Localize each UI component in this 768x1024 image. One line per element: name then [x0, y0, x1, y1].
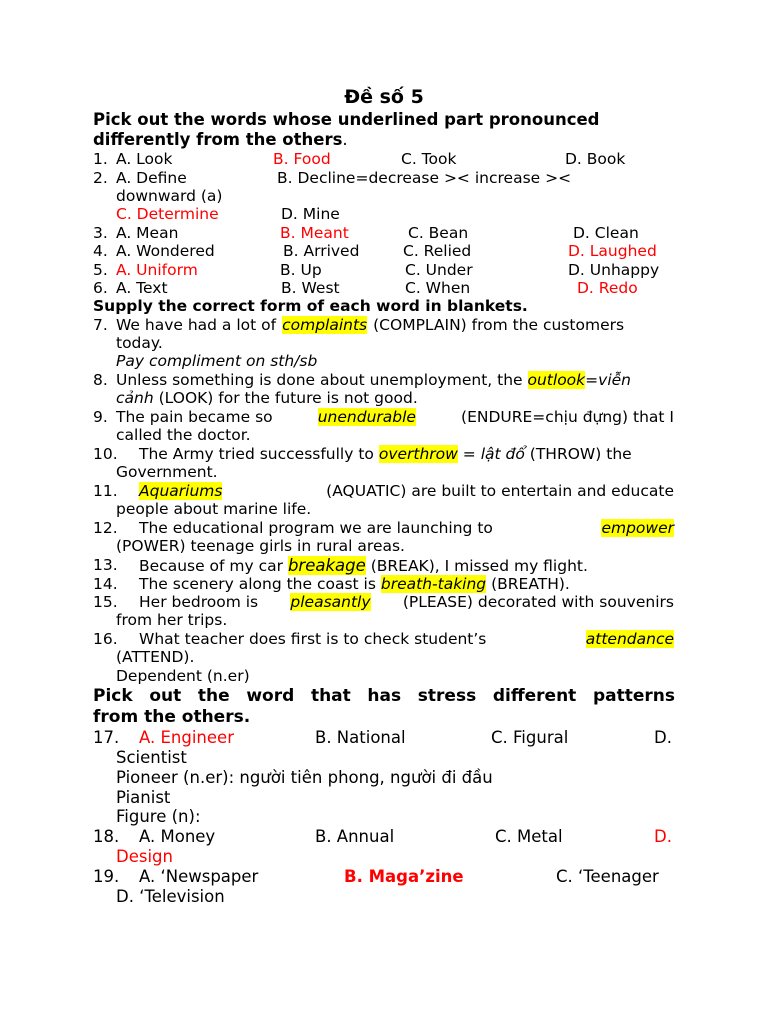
- option-d: D. Clean: [573, 224, 639, 242]
- question-number: 12.: [93, 519, 118, 537]
- answer-highlight: outlook: [527, 371, 586, 389]
- answer-highlight: overthrow: [378, 445, 458, 463]
- question-line: [116, 371, 631, 389]
- question-number: 6.: [93, 279, 108, 297]
- question-text-line2: people about marine life.: [116, 500, 312, 518]
- question-text-cont: (PLEASE) decorated with souvenirs: [402, 593, 674, 611]
- answer-highlight: Aquariums: [139, 482, 223, 500]
- answer-highlight: unendurable: [317, 408, 416, 426]
- gloss-text: lật đổ: [480, 445, 525, 463]
- note-text: Pioneer (n.er): người tiên phong, người đi đầu: [116, 768, 493, 787]
- question-text: (AQUATIC) are built to entertain and educate: [326, 482, 674, 500]
- question-text: Because of my car: [139, 557, 284, 575]
- option-c: C. When: [405, 279, 471, 297]
- option-a: A. Define: [116, 169, 187, 187]
- question-text-line2: (POWER) teenage girls in rural areas.: [116, 537, 405, 555]
- equals-sign: =: [585, 371, 599, 389]
- option-c: C. Metal: [495, 827, 563, 846]
- question-line: [139, 575, 570, 593]
- question-text: We have had a lot of: [116, 316, 277, 334]
- question-number: 7.: [93, 316, 108, 334]
- question-number: 14.: [93, 575, 118, 593]
- question-number: 13.: [93, 556, 118, 574]
- question-number: 2.: [93, 169, 108, 187]
- option-b: B. Decline=decrease >< increase ><: [277, 169, 572, 187]
- option-a-answer: A. Uniform: [116, 261, 198, 279]
- option-d-answer: D. Redo: [577, 279, 638, 297]
- option-d-text: Design: [116, 847, 173, 866]
- question-number: 5.: [93, 261, 108, 279]
- question-line2: [116, 389, 418, 407]
- question-number: 11.: [93, 482, 118, 500]
- option-d: D. ‘Television: [116, 887, 225, 906]
- section3-heading-line1: Pick out the word that has stress different patterns: [93, 686, 675, 706]
- question-text-cont: (THROW) the: [529, 445, 632, 463]
- question-text-line2: today.: [116, 334, 163, 352]
- question-text: The scenery along the coast is: [139, 575, 376, 593]
- option-b-answer: B. Maga’zine: [344, 867, 464, 886]
- question-text-cont: (LOOK) for the future is not good.: [158, 389, 418, 407]
- option-a: A. Money: [139, 827, 216, 846]
- question-number: 18.: [93, 827, 120, 846]
- answer-highlight: complaints: [282, 316, 368, 334]
- question-text: Unless something is done about unemployment, the: [116, 371, 523, 389]
- option-b: B. Arrived: [283, 242, 360, 260]
- option-b: B. West: [281, 279, 340, 297]
- option-b-answer: B. Food: [273, 150, 331, 168]
- option-c: C. Relied: [403, 242, 472, 260]
- option-d-answer: D.: [654, 827, 672, 846]
- option-b: B. National: [315, 728, 406, 747]
- question-number: 17.: [93, 728, 120, 747]
- question-text-cont: (COMPLAIN) from the customers: [373, 316, 625, 334]
- question-number: 10.: [93, 445, 118, 463]
- question-text-line2: (ATTEND).: [116, 648, 195, 666]
- question-text-line2: Government.: [116, 463, 218, 481]
- question-text: The Army tried successfully to: [139, 445, 374, 463]
- option-d: D. Mine: [281, 205, 340, 223]
- option-b-answer: B. Meant: [280, 224, 349, 242]
- option-d: D. Book: [565, 150, 626, 168]
- question-number: 1.: [93, 150, 108, 168]
- option-a: A. Text: [116, 279, 168, 297]
- answer-highlight: breath-taking: [380, 575, 487, 593]
- equals-sign: =: [462, 445, 476, 463]
- question-number: 19.: [93, 867, 120, 886]
- question-text: Her bedroom is: [139, 593, 259, 611]
- answer-highlight: attendance: [585, 630, 674, 648]
- note-text: Dependent (n.er): [116, 667, 250, 685]
- option-c: C. Took: [401, 150, 457, 168]
- option-d-text: Scientist: [116, 748, 187, 767]
- option-d: D.: [654, 728, 672, 747]
- option-c: C. ‘Teenager: [556, 867, 659, 886]
- section1-heading-line1: Pick out the words whose underlined part pronounced: [93, 110, 600, 129]
- section1-heading-line2: [93, 130, 348, 150]
- question-line: [139, 556, 588, 575]
- question-text: The educational program we are launching to: [139, 519, 493, 537]
- answer-highlight: breakage: [287, 556, 366, 575]
- question-number: 3.: [93, 224, 108, 242]
- question-text: What teacher does first is to check student’s: [139, 630, 487, 648]
- question-text-line2: from her trips.: [116, 611, 228, 629]
- option-d-answer: D. Laughed: [568, 242, 657, 260]
- note-text: Figure (n):: [116, 807, 201, 826]
- question-number: 15.: [93, 593, 118, 611]
- note-text: Pianist: [116, 788, 171, 807]
- question-number: 4.: [93, 242, 108, 260]
- option-a: A. Wondered: [116, 242, 215, 260]
- answer-highlight: empower: [601, 519, 674, 537]
- question-number: 8.: [93, 371, 108, 389]
- option-c: C. Figural: [491, 728, 569, 747]
- heading-period: .: [342, 130, 348, 149]
- option-a: A. ‘Newspaper: [139, 867, 259, 886]
- question-number: 9.: [93, 408, 108, 426]
- question-text: The pain became so: [116, 408, 273, 426]
- gloss-text-cont: cảnh: [116, 389, 154, 407]
- option-b: B. Annual: [315, 827, 395, 846]
- question-line: [139, 445, 632, 463]
- gloss-text: viễn: [598, 371, 631, 389]
- question-number: 16.: [93, 630, 118, 648]
- option-c-answer: C. Determine: [116, 205, 219, 223]
- option-a-answer: A. Engineer: [139, 728, 234, 747]
- section2-heading: Supply the correct form of each word in blankets.: [93, 297, 528, 315]
- question-text-line2: called the doctor.: [116, 426, 251, 444]
- section1-heading-text: differently from the others: [93, 130, 343, 149]
- option-a: A. Mean: [116, 224, 179, 242]
- option-c: C. Bean: [408, 224, 469, 242]
- option-a: A. Look: [116, 150, 173, 168]
- answer-highlight: pleasantly: [290, 593, 371, 611]
- note-text: Pay compliment on sth/sb: [116, 352, 318, 370]
- question-text-cont: (BREATH).: [491, 575, 570, 593]
- page-title: Đề số 5: [344, 86, 424, 108]
- option-d: D. Unhappy: [568, 261, 660, 279]
- option-b: B. Up: [280, 261, 322, 279]
- option-b-continued: downward (a): [116, 187, 223, 205]
- question-text-cont: (ENDURE=chịu đựng) that I: [461, 408, 674, 426]
- question-text-cont: (BREAK), I missed my flight.: [370, 557, 588, 575]
- option-c: C. Under: [405, 261, 473, 279]
- section3-heading-line2: from the others.: [93, 707, 251, 727]
